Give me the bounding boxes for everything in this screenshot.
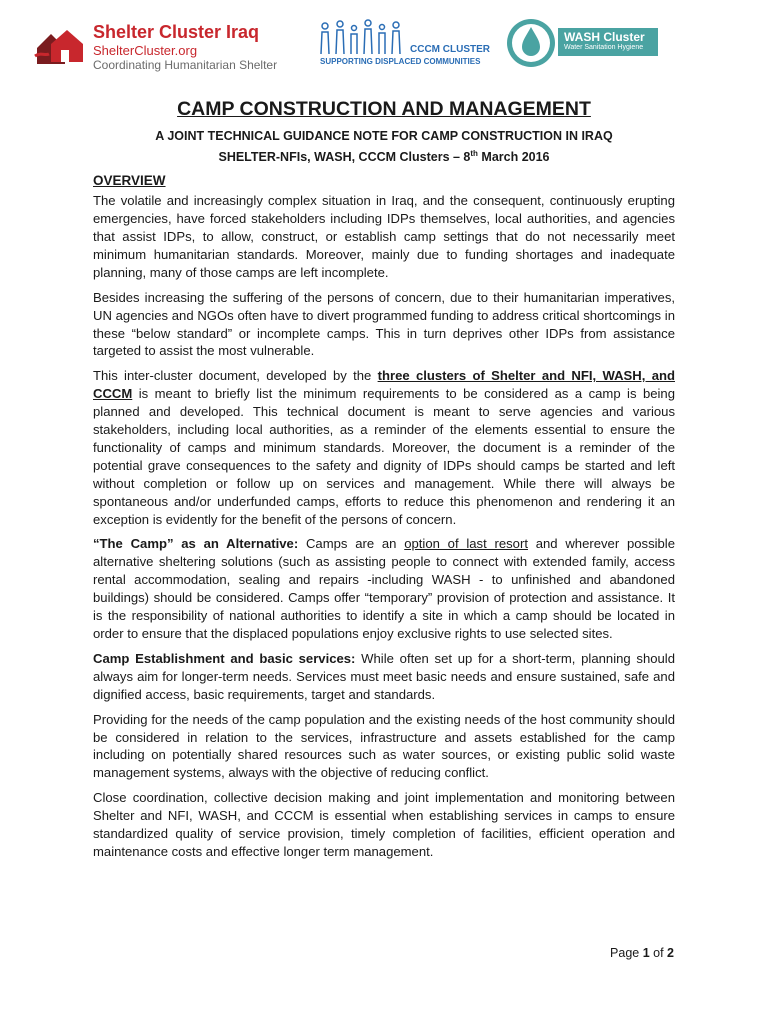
p3-text-before: This inter-cluster document, developed by the — [93, 368, 378, 384]
paragraph-coordination: Close coordination, collective decision making and joint implementation and monitoring between Shelter and NFI, WASH, and CCCM is essential when establishing services in camps to ensure standardized quality of service provision, timely completion of facilities, efficient operation and maintenance costs and effective longer term management. — [93, 790, 675, 859]
cccm-logo-tagline: SUPPORTING DISPLACED COMMUNITIES — [320, 57, 481, 66]
page-label: Page — [610, 946, 643, 960]
shelter-house-hands-icon — [33, 26, 85, 66]
page-total: 2 — [667, 946, 674, 960]
wash-cluster-logo — [506, 18, 658, 68]
p3-text-after: is meant to briefly list the minimum requirements to be considered as a camp is being planned and developed. This technical document is meant to serve agencies and various stakeholders, including local authorities, as a reminder of the elements essential to ensure the functionality of camps and minimum standards. Moreover, the document is a reminder of the potential grave consequences to the safety and dignity of IDPs should camps be started and left without completion or follow up on services and management. While there will always be spontaneous and/or underfunded camps, efforts to reduce this phenomenon and rendering it an exception is evidently for the benefit of the persons of concern. — [93, 386, 675, 527]
wash-logo-tagline: Water Sanitation Hygiene — [564, 44, 644, 51]
clusters-line-suffix: March 2016 — [477, 150, 550, 165]
document-title: CAMP CONSTRUCTION AND MANAGEMENT — [177, 98, 591, 120]
page-current: 1 — [642, 946, 650, 960]
cccm-cluster-logo — [318, 18, 494, 70]
last-resort-underlined: option of last resort — [404, 536, 528, 552]
date-ordinal-suffix: th — [470, 149, 478, 158]
clusters-date-line — [93, 149, 675, 164]
shelter-logo-url: ShelterCluster.org — [93, 43, 198, 58]
paragraph-suffering: Besides increasing the suffering of the persons of concern, due to their humanitarian imperatives, UN agencies and NGOs often have to divert programmed funding to address critical shortcomings in these “below standard” or incomplete camps. This in turn deprives other IDPs from assistance targeted to assist the most vulnerable. — [93, 289, 675, 359]
shelter-cluster-logo — [33, 20, 308, 70]
paragraph-camp-alternative — [93, 535, 675, 642]
page-number-footer — [610, 946, 674, 960]
clusters-line-prefix: SHELTER-NFIs, WASH, CCCM Clusters – 8 — [218, 150, 471, 165]
camp-alternative-lead: “The Camp” as an Alternative: — [93, 536, 299, 552]
camp-establishment-lead: Camp Establishment and basic services: — [93, 650, 356, 666]
p4-text-after: and wherever possible alternative sheltering solutions (such as assisting people to connect with extended family, access rental accommodation, sealing and repairs -including WASH - to unfinished and abandoned buildings) should be considered. Camps offer “temporary” provision of protection and assistance. It is the responsibility of national authorities to identify a site in which a camp should be located in order to ensure that the displaced populations enjoy exclusive rights to use selected sites. — [93, 536, 675, 641]
paragraph-host-community: Providing for the needs of the camp population and the existing needs of the host community should be considered in relation to the services, infrastructure and assets established for the camp including on potentially shared resources such as water sources, or existing public solid waste management systems, always with the objective of reducing conflict. — [93, 711, 675, 781]
p5-text-after: While often set up for a short-term, planning should always aim for longer-term needs. Services must meet basic needs and ensure sustained, safe and dignified access, basic requirements, target and standards. — [93, 650, 675, 702]
page-of-label: of — [649, 946, 668, 960]
water-drop-icon — [506, 18, 558, 68]
document-body — [93, 98, 675, 868]
people-figures-icon — [318, 18, 410, 56]
cccm-logo-name: CCCM CLUSTER — [410, 44, 490, 55]
shelter-logo-tagline: Coordinating Humanitarian Shelter — [93, 58, 278, 72]
paragraph-inter-cluster — [93, 367, 675, 528]
document-subtitle: A JOINT TECHNICAL GUIDANCE NOTE FOR CAMP CONSTRUCTION IN IRAQ — [155, 129, 613, 143]
paragraph-camp-establishment — [93, 650, 675, 704]
wash-logo-name: WASH Cluster — [564, 30, 645, 44]
overview-heading: OVERVIEW — [93, 173, 166, 189]
three-clusters-link: three clusters of Shelter and NFI, WASH, and CCCM — [93, 368, 675, 402]
p4-text-before: Camps are an — [298, 536, 405, 552]
paragraph-situation: The volatile and increasingly complex situation in Iraq, and the consequent, continuously erupting emergencies, have forced stakeholders including IDPs themselves, local authorities, and agencies that assist IDPs, to allow, construct, or establish camp settings that do not necessarily meet minimum humanitarian standards. Moreover, mainly due to funding shortages and inadequate planning, many of those camps are left incomplete. — [93, 193, 675, 280]
shelter-logo-name: Shelter Cluster Iraq — [93, 22, 260, 42]
